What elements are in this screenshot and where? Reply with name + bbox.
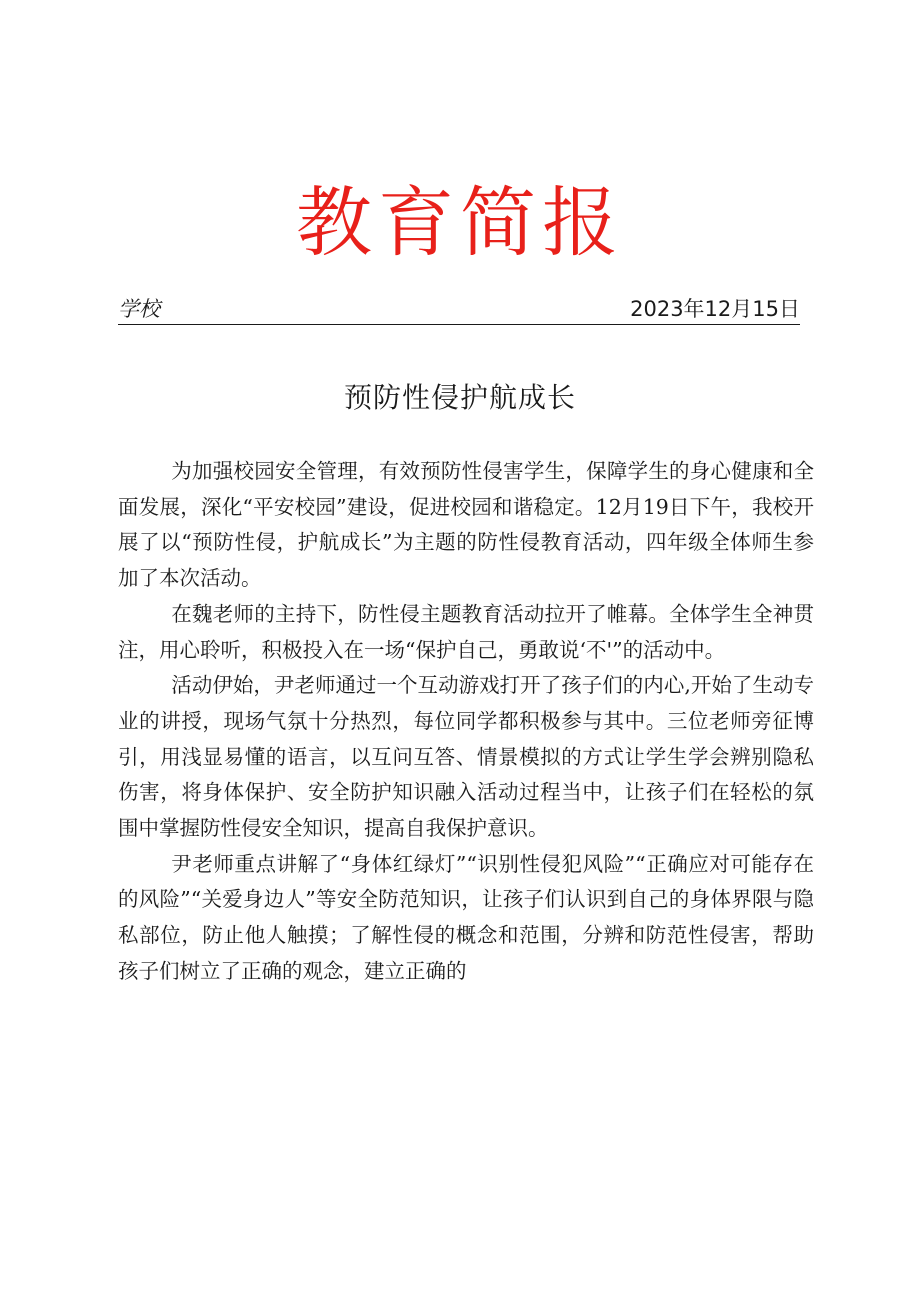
issue-date: 2023年12月15日 (630, 297, 800, 321)
paragraph: 尹老师重点讲解了“身体红绿灯”“识别性侵犯风险”“正确应对可能存在的风险”“关爱身边人”等安全防范知识，让孩子们认识到自己的身体界限与隐私部位，防止他人触摸；了解性侵的概念和范围，分辨和防范性侵害，帮助孩子们树立了正确的观念，建立正确的 (118, 851, 814, 983)
paragraph: 活动伊始，尹老师通过一个互动游戏打开了孩子们的内心,开始了生动专业的讲授，现场气氛十分热烈，每位同学都积极参与其中。三位老师旁征博引，用浅显易懂的语言，以互问互答、情景模拟的方式让学生学会辨别隐私伤害，将身体保护、安全防护知识融入活动过程当中，让孩子们在轻松的氛围中掌握防性侵安全知识，提高自我保护意识。 (118, 673, 814, 841)
info-line (118, 294, 800, 325)
newsletter-masthead: 教育简报 (296, 178, 624, 267)
article-title: 预防性侵护航成长 (343, 381, 576, 414)
paragraph: 为加强校园安全管理，有效预防性侵害学生，保障学生的身心健康和全面发展，深化“平安校园”建设，促进校园和谐稳定。12月19日下午，我校开展了以“预防性侵，护航成长”为主题的防性侵教育活动，四年级全体师生参加了本次活动。 (118, 459, 814, 591)
school-label: 学校 (118, 297, 160, 321)
paragraph: 在魏老师的主持下，防性侵主题教育活动拉开了帷幕。全体学生全神贯注，用心聆听，积极投入在一场“保护自己，勇敢说‘不'”的活动中。 (118, 601, 814, 662)
article-body (118, 454, 814, 990)
